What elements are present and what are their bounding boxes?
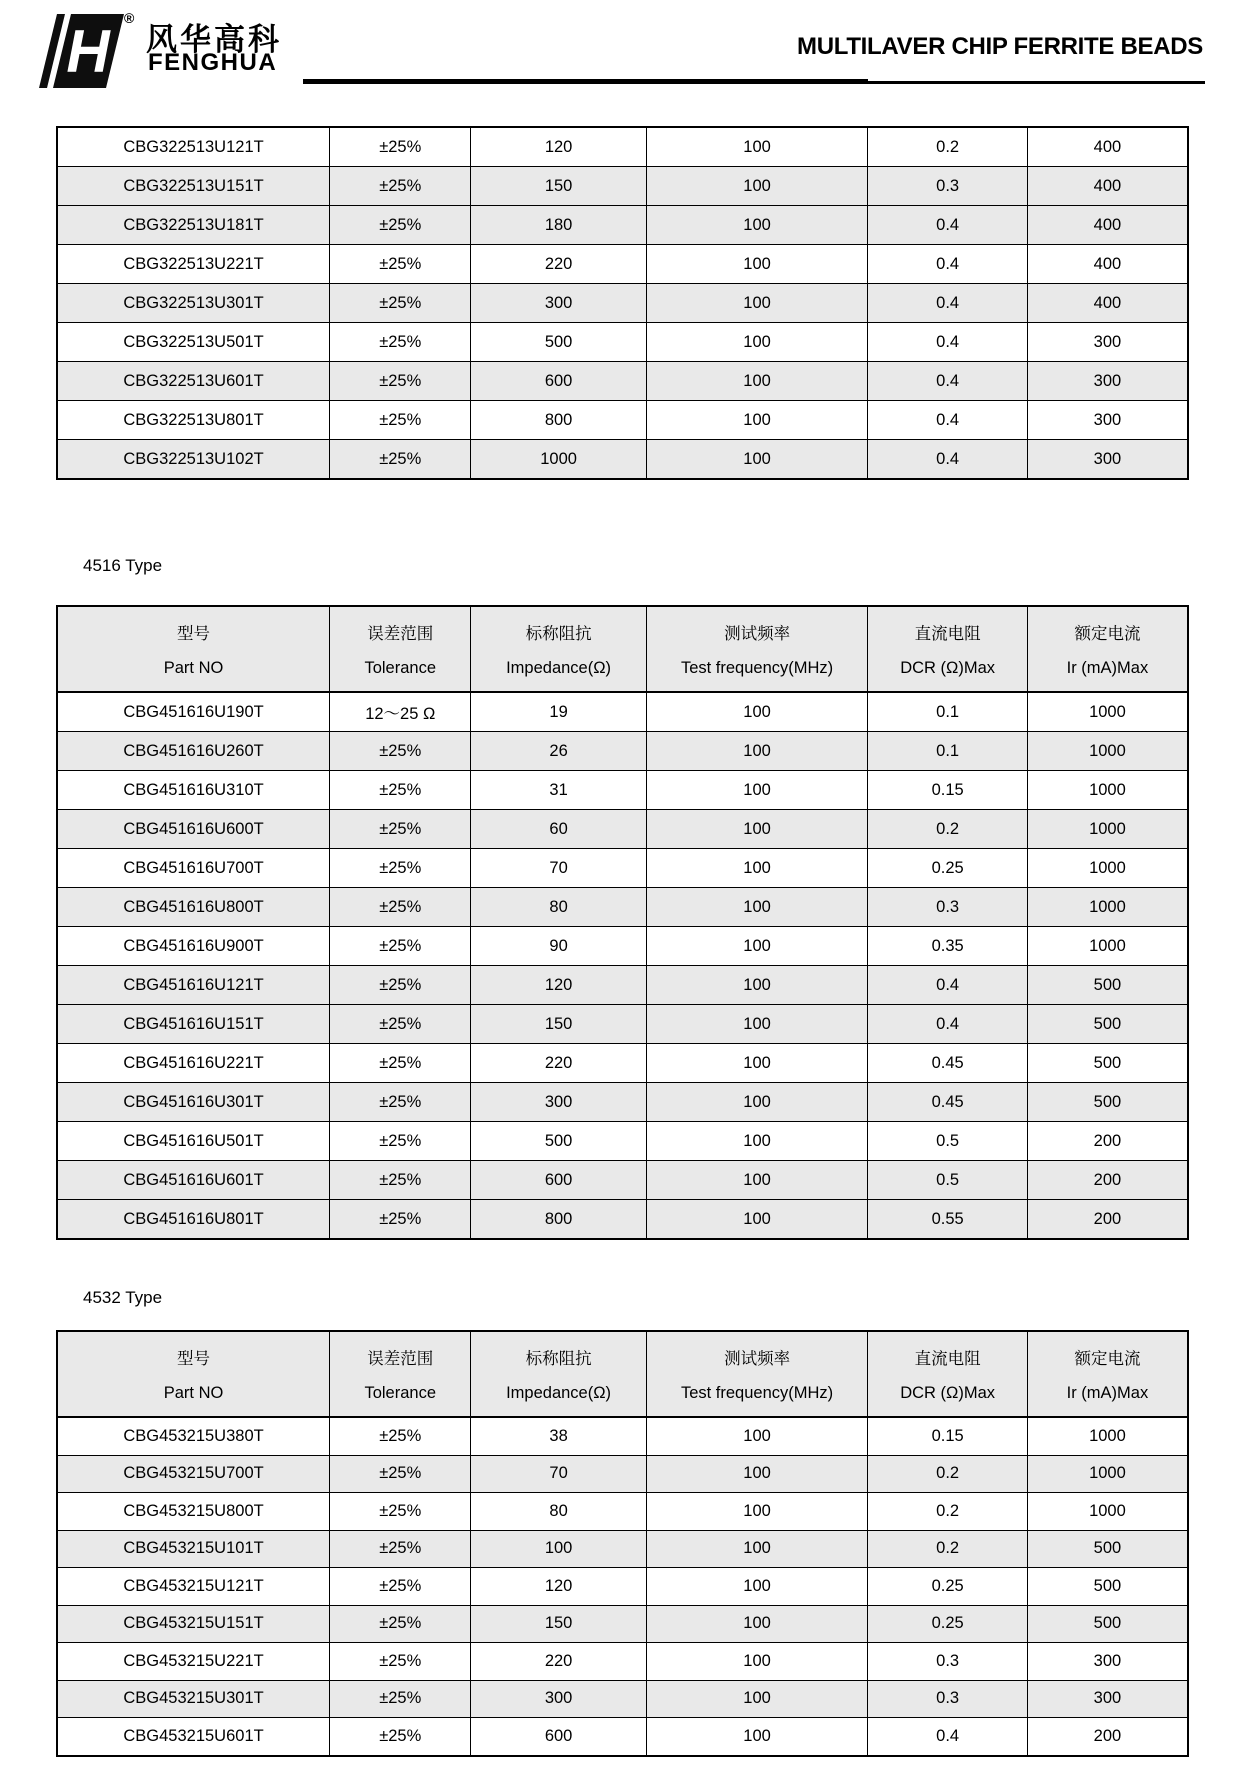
cell: CBG322513U151T bbox=[57, 167, 330, 206]
table-row bbox=[57, 401, 1188, 440]
cell: 0.4 bbox=[868, 966, 1027, 1005]
table-row bbox=[57, 1044, 1188, 1083]
cell: 0.4 bbox=[868, 1718, 1027, 1756]
cell: ±25% bbox=[330, 1005, 471, 1044]
cell: 200 bbox=[1027, 1161, 1188, 1200]
cell: ±25% bbox=[330, 284, 471, 323]
table-row bbox=[57, 1605, 1188, 1643]
table-row bbox=[57, 888, 1188, 927]
cell: ±25% bbox=[330, 1083, 471, 1122]
cell: 1000 bbox=[1027, 927, 1188, 966]
cell: 500 bbox=[1027, 1530, 1188, 1568]
cell: 600 bbox=[471, 1161, 646, 1200]
cell: 150 bbox=[471, 167, 646, 206]
cell: 0.25 bbox=[868, 1568, 1027, 1606]
column-header: 测试频率 Test frequency(MHz) bbox=[646, 1331, 868, 1417]
cell: CBG451616U310T bbox=[57, 771, 330, 810]
cell: 100 bbox=[646, 440, 868, 480]
cell: ±25% bbox=[330, 1455, 471, 1493]
cell: 100 bbox=[646, 1568, 868, 1606]
cell: 500 bbox=[1027, 1605, 1188, 1643]
table-row bbox=[57, 1530, 1188, 1568]
header-divider-thick bbox=[303, 79, 868, 84]
cell: 200 bbox=[1027, 1122, 1188, 1161]
cell: 0.35 bbox=[868, 927, 1027, 966]
cell: CBG453215U101T bbox=[57, 1530, 330, 1568]
cell: 500 bbox=[1027, 966, 1188, 1005]
column-header: 测试频率 Test frequency(MHz) bbox=[646, 606, 868, 692]
table-row bbox=[57, 362, 1188, 401]
cell: CBG322513U601T bbox=[57, 362, 330, 401]
registered-trademark-icon: ® bbox=[124, 10, 135, 26]
cell: 0.2 bbox=[868, 127, 1027, 167]
table-row bbox=[57, 1083, 1188, 1122]
cell: ±25% bbox=[330, 1643, 471, 1681]
cell: 0.4 bbox=[868, 245, 1027, 284]
cell: CBG453215U800T bbox=[57, 1493, 330, 1531]
cell: 100 bbox=[646, 1005, 868, 1044]
cell: ±25% bbox=[330, 810, 471, 849]
cell: 100 bbox=[646, 245, 868, 284]
cell: 70 bbox=[471, 1455, 646, 1493]
cell: CBG451616U700T bbox=[57, 849, 330, 888]
parts-table-3225 bbox=[56, 126, 1189, 480]
cell: 80 bbox=[471, 888, 646, 927]
column-header: 额定电流 Ir (mA)Max bbox=[1027, 606, 1188, 692]
cell: CBG322513U102T bbox=[57, 440, 330, 480]
cell: 800 bbox=[471, 1200, 646, 1240]
table-row bbox=[57, 1718, 1188, 1756]
cell: 200 bbox=[1027, 1200, 1188, 1240]
column-header: 直流电阻 DCR (Ω)Max bbox=[868, 606, 1027, 692]
cell: 100 bbox=[646, 206, 868, 245]
cell: 400 bbox=[1027, 127, 1188, 167]
cell: 31 bbox=[471, 771, 646, 810]
cell: 100 bbox=[646, 1161, 868, 1200]
table-row bbox=[57, 1455, 1188, 1493]
cell: 300 bbox=[1027, 401, 1188, 440]
cell: ±25% bbox=[330, 1718, 471, 1756]
cell: 0.4 bbox=[868, 284, 1027, 323]
cell: 1000 bbox=[1027, 692, 1188, 732]
cell: 0.15 bbox=[868, 1417, 1027, 1455]
cell: 1000 bbox=[1027, 1455, 1188, 1493]
cell: 0.5 bbox=[868, 1161, 1027, 1200]
cell: 1000 bbox=[1027, 1417, 1188, 1455]
cell: 0.2 bbox=[868, 1493, 1027, 1531]
cell: 300 bbox=[1027, 1680, 1188, 1718]
table-row bbox=[57, 1493, 1188, 1531]
page-title: MULTILAVER CHIP FERRITE BEADS bbox=[797, 33, 1203, 60]
cell: CBG322513U221T bbox=[57, 245, 330, 284]
table-row bbox=[57, 1161, 1188, 1200]
cell: 100 bbox=[646, 771, 868, 810]
cell: 0.15 bbox=[868, 771, 1027, 810]
cell: 1000 bbox=[1027, 771, 1188, 810]
cell: 120 bbox=[471, 127, 646, 167]
cell: 400 bbox=[1027, 284, 1188, 323]
cell: 100 bbox=[646, 1680, 868, 1718]
cell: 100 bbox=[646, 1718, 868, 1756]
cell: 220 bbox=[471, 1643, 646, 1681]
table-3225-series bbox=[56, 126, 1189, 480]
cell: 70 bbox=[471, 849, 646, 888]
cell: 100 bbox=[646, 1643, 868, 1681]
cell: ±25% bbox=[330, 401, 471, 440]
cell: 100 bbox=[646, 167, 868, 206]
cell: 300 bbox=[1027, 1643, 1188, 1681]
cell: ±25% bbox=[330, 206, 471, 245]
cell: ±25% bbox=[330, 167, 471, 206]
cell: 1000 bbox=[1027, 1493, 1188, 1531]
cell: 100 bbox=[646, 1083, 868, 1122]
cell: 0.2 bbox=[868, 1530, 1027, 1568]
cell: CBG453215U151T bbox=[57, 1605, 330, 1643]
cell: ±25% bbox=[330, 127, 471, 167]
cell: ±25% bbox=[330, 1493, 471, 1531]
cell: 0.2 bbox=[868, 1455, 1027, 1493]
cell: 0.4 bbox=[868, 323, 1027, 362]
cell: CBG451616U900T bbox=[57, 927, 330, 966]
cell: 300 bbox=[471, 1680, 646, 1718]
cell: 100 bbox=[646, 1530, 868, 1568]
cell: CBG451616U301T bbox=[57, 1083, 330, 1122]
cell: 800 bbox=[471, 401, 646, 440]
cell: 500 bbox=[1027, 1568, 1188, 1606]
cell: 100 bbox=[646, 1122, 868, 1161]
cell: 19 bbox=[471, 692, 646, 732]
cell: 0.45 bbox=[868, 1083, 1027, 1122]
svg-text:H: H bbox=[66, 18, 110, 85]
table-row bbox=[57, 284, 1188, 323]
cell: 220 bbox=[471, 245, 646, 284]
cell: 0.4 bbox=[868, 401, 1027, 440]
column-header: 误差范围 Tolerance bbox=[330, 606, 471, 692]
cell: 1000 bbox=[1027, 849, 1188, 888]
cell: 0.1 bbox=[868, 732, 1027, 771]
cell: 100 bbox=[646, 1200, 868, 1240]
cell: ±25% bbox=[330, 1605, 471, 1643]
cell: CBG453215U380T bbox=[57, 1417, 330, 1455]
cell: 150 bbox=[471, 1605, 646, 1643]
cell: 100 bbox=[646, 1455, 868, 1493]
cell: 0.2 bbox=[868, 810, 1027, 849]
table-4532-series bbox=[56, 1330, 1189, 1757]
cell: 100 bbox=[646, 401, 868, 440]
cell: CBG451616U501T bbox=[57, 1122, 330, 1161]
cell: ±25% bbox=[330, 732, 471, 771]
cell: ±25% bbox=[330, 1161, 471, 1200]
column-header: 标称阻抗 Impedance(Ω) bbox=[471, 1331, 646, 1417]
cell: ±25% bbox=[330, 771, 471, 810]
cell: 0.3 bbox=[868, 167, 1027, 206]
section-label-4516: 4516 Type bbox=[83, 556, 163, 575]
cell: 300 bbox=[471, 284, 646, 323]
cell: 100 bbox=[646, 1493, 868, 1531]
cell: CBG322513U501T bbox=[57, 323, 330, 362]
table-row bbox=[57, 732, 1188, 771]
cell: CBG451616U260T bbox=[57, 732, 330, 771]
table-row bbox=[57, 1680, 1188, 1718]
cell: ±25% bbox=[330, 1680, 471, 1718]
cell: ±25% bbox=[330, 362, 471, 401]
cell: 100 bbox=[646, 966, 868, 1005]
table-row bbox=[57, 771, 1188, 810]
cell: 100 bbox=[646, 362, 868, 401]
cell: ±25% bbox=[330, 1044, 471, 1083]
cell: 180 bbox=[471, 206, 646, 245]
cell: 80 bbox=[471, 1493, 646, 1531]
table-4516-series bbox=[56, 605, 1189, 1240]
cell: 120 bbox=[471, 1568, 646, 1606]
cell: ±25% bbox=[330, 849, 471, 888]
cell: 0.55 bbox=[868, 1200, 1027, 1240]
cell: 0.4 bbox=[868, 440, 1027, 480]
cell: 300 bbox=[1027, 323, 1188, 362]
cell: CBG451616U221T bbox=[57, 1044, 330, 1083]
table-row bbox=[57, 810, 1188, 849]
cell: 300 bbox=[1027, 440, 1188, 480]
cell: 100 bbox=[646, 849, 868, 888]
fenghua-logo-icon bbox=[36, 12, 124, 95]
cell: 100 bbox=[646, 284, 868, 323]
cell: 500 bbox=[1027, 1005, 1188, 1044]
cell: CBG453215U221T bbox=[57, 1643, 330, 1681]
cell: ±25% bbox=[330, 1530, 471, 1568]
cell: CBG322513U121T bbox=[57, 127, 330, 167]
cell: 26 bbox=[471, 732, 646, 771]
cell: 500 bbox=[1027, 1044, 1188, 1083]
cell: ±25% bbox=[330, 1200, 471, 1240]
table-row bbox=[57, 966, 1188, 1005]
column-header: 型号 Part NO bbox=[57, 606, 330, 692]
column-header: 额定电流 Ir (mA)Max bbox=[1027, 1331, 1188, 1417]
cell: 400 bbox=[1027, 206, 1188, 245]
table-row bbox=[57, 323, 1188, 362]
cell: ±25% bbox=[330, 1568, 471, 1606]
cell: CBG451616U800T bbox=[57, 888, 330, 927]
cell: 500 bbox=[1027, 1083, 1188, 1122]
cell: CBG453215U301T bbox=[57, 1680, 330, 1718]
cell: 38 bbox=[471, 1417, 646, 1455]
column-header: 直流电阻 DCR (Ω)Max bbox=[868, 1331, 1027, 1417]
cell: 100 bbox=[646, 1044, 868, 1083]
cell: 100 bbox=[646, 323, 868, 362]
cell: 100 bbox=[646, 692, 868, 732]
cell: 0.25 bbox=[868, 849, 1027, 888]
cell: 400 bbox=[1027, 167, 1188, 206]
cell: 0.1 bbox=[868, 692, 1027, 732]
cell: 500 bbox=[471, 1122, 646, 1161]
cell: CBG451616U121T bbox=[57, 966, 330, 1005]
cell: 150 bbox=[471, 1005, 646, 1044]
cell: 0.3 bbox=[868, 1680, 1027, 1718]
table-row bbox=[57, 1568, 1188, 1606]
header-row bbox=[57, 1331, 1188, 1417]
table-row bbox=[57, 849, 1188, 888]
cell: 220 bbox=[471, 1044, 646, 1083]
table-row bbox=[57, 127, 1188, 167]
cell: CBG453215U601T bbox=[57, 1718, 330, 1756]
cell: 300 bbox=[1027, 362, 1188, 401]
cell: ±25% bbox=[330, 440, 471, 480]
cell: 100 bbox=[646, 1417, 868, 1455]
cell: CBG451616U801T bbox=[57, 1200, 330, 1240]
brand-name-english: FENGHUA bbox=[148, 49, 278, 76]
cell: 600 bbox=[471, 362, 646, 401]
cell: CBG451616U600T bbox=[57, 810, 330, 849]
section-label-4532: 4532 Type bbox=[83, 1288, 163, 1307]
cell: ±25% bbox=[330, 1417, 471, 1455]
cell: 400 bbox=[1027, 245, 1188, 284]
column-header: 标称阻抗 Impedance(Ω) bbox=[471, 606, 646, 692]
cell: 0.4 bbox=[868, 1005, 1027, 1044]
table-row bbox=[57, 927, 1188, 966]
cell: 0.25 bbox=[868, 1605, 1027, 1643]
cell: 100 bbox=[646, 1605, 868, 1643]
table-row bbox=[57, 167, 1188, 206]
cell: 0.3 bbox=[868, 888, 1027, 927]
cell: 600 bbox=[471, 1718, 646, 1756]
table-row bbox=[57, 1122, 1188, 1161]
cell: 1000 bbox=[471, 440, 646, 480]
table-row bbox=[57, 1005, 1188, 1044]
cell: 500 bbox=[471, 323, 646, 362]
cell: ±25% bbox=[330, 966, 471, 1005]
cell: 100 bbox=[646, 810, 868, 849]
cell: 0.5 bbox=[868, 1122, 1027, 1161]
cell: 0.45 bbox=[868, 1044, 1027, 1083]
cell: 12～25 Ω bbox=[330, 692, 471, 732]
cell: CBG451616U190T bbox=[57, 692, 330, 732]
cell: 90 bbox=[471, 927, 646, 966]
cell: 120 bbox=[471, 966, 646, 1005]
cell: CBG453215U121T bbox=[57, 1568, 330, 1606]
parts-table-4532 bbox=[56, 1330, 1189, 1757]
table-row bbox=[57, 1200, 1188, 1240]
column-header: 误差范围 Tolerance bbox=[330, 1331, 471, 1417]
cell: 0.4 bbox=[868, 206, 1027, 245]
cell: 0.3 bbox=[868, 1643, 1027, 1681]
cell: ±25% bbox=[330, 323, 471, 362]
cell: CBG451616U601T bbox=[57, 1161, 330, 1200]
cell: 100 bbox=[646, 127, 868, 167]
cell: CBG322513U801T bbox=[57, 401, 330, 440]
table-row bbox=[57, 440, 1188, 480]
cell: 60 bbox=[471, 810, 646, 849]
cell: 100 bbox=[646, 732, 868, 771]
cell: ±25% bbox=[330, 245, 471, 284]
cell: CBG322513U301T bbox=[57, 284, 330, 323]
cell: ±25% bbox=[330, 927, 471, 966]
cell: 0.4 bbox=[868, 362, 1027, 401]
parts-table-4516 bbox=[56, 605, 1189, 1240]
cell: 1000 bbox=[1027, 810, 1188, 849]
cell: CBG322513U181T bbox=[57, 206, 330, 245]
brand-name-chinese: 风华高科 bbox=[146, 22, 282, 57]
cell: CBG453215U700T bbox=[57, 1455, 330, 1493]
cell: ±25% bbox=[330, 888, 471, 927]
table-row bbox=[57, 206, 1188, 245]
table-row bbox=[57, 692, 1188, 732]
cell: 1000 bbox=[1027, 732, 1188, 771]
cell: 100 bbox=[646, 888, 868, 927]
cell: 100 bbox=[646, 927, 868, 966]
cell: CBG451616U151T bbox=[57, 1005, 330, 1044]
column-header: 型号 Part NO bbox=[57, 1331, 330, 1417]
cell: 1000 bbox=[1027, 888, 1188, 927]
cell: 300 bbox=[471, 1083, 646, 1122]
table-row bbox=[57, 1417, 1188, 1455]
cell: ±25% bbox=[330, 1122, 471, 1161]
header-row bbox=[57, 606, 1188, 692]
header-divider-thin bbox=[860, 81, 1205, 84]
table-row bbox=[57, 245, 1188, 284]
cell: 100 bbox=[471, 1530, 646, 1568]
cell: 200 bbox=[1027, 1718, 1188, 1756]
table-row bbox=[57, 1643, 1188, 1681]
